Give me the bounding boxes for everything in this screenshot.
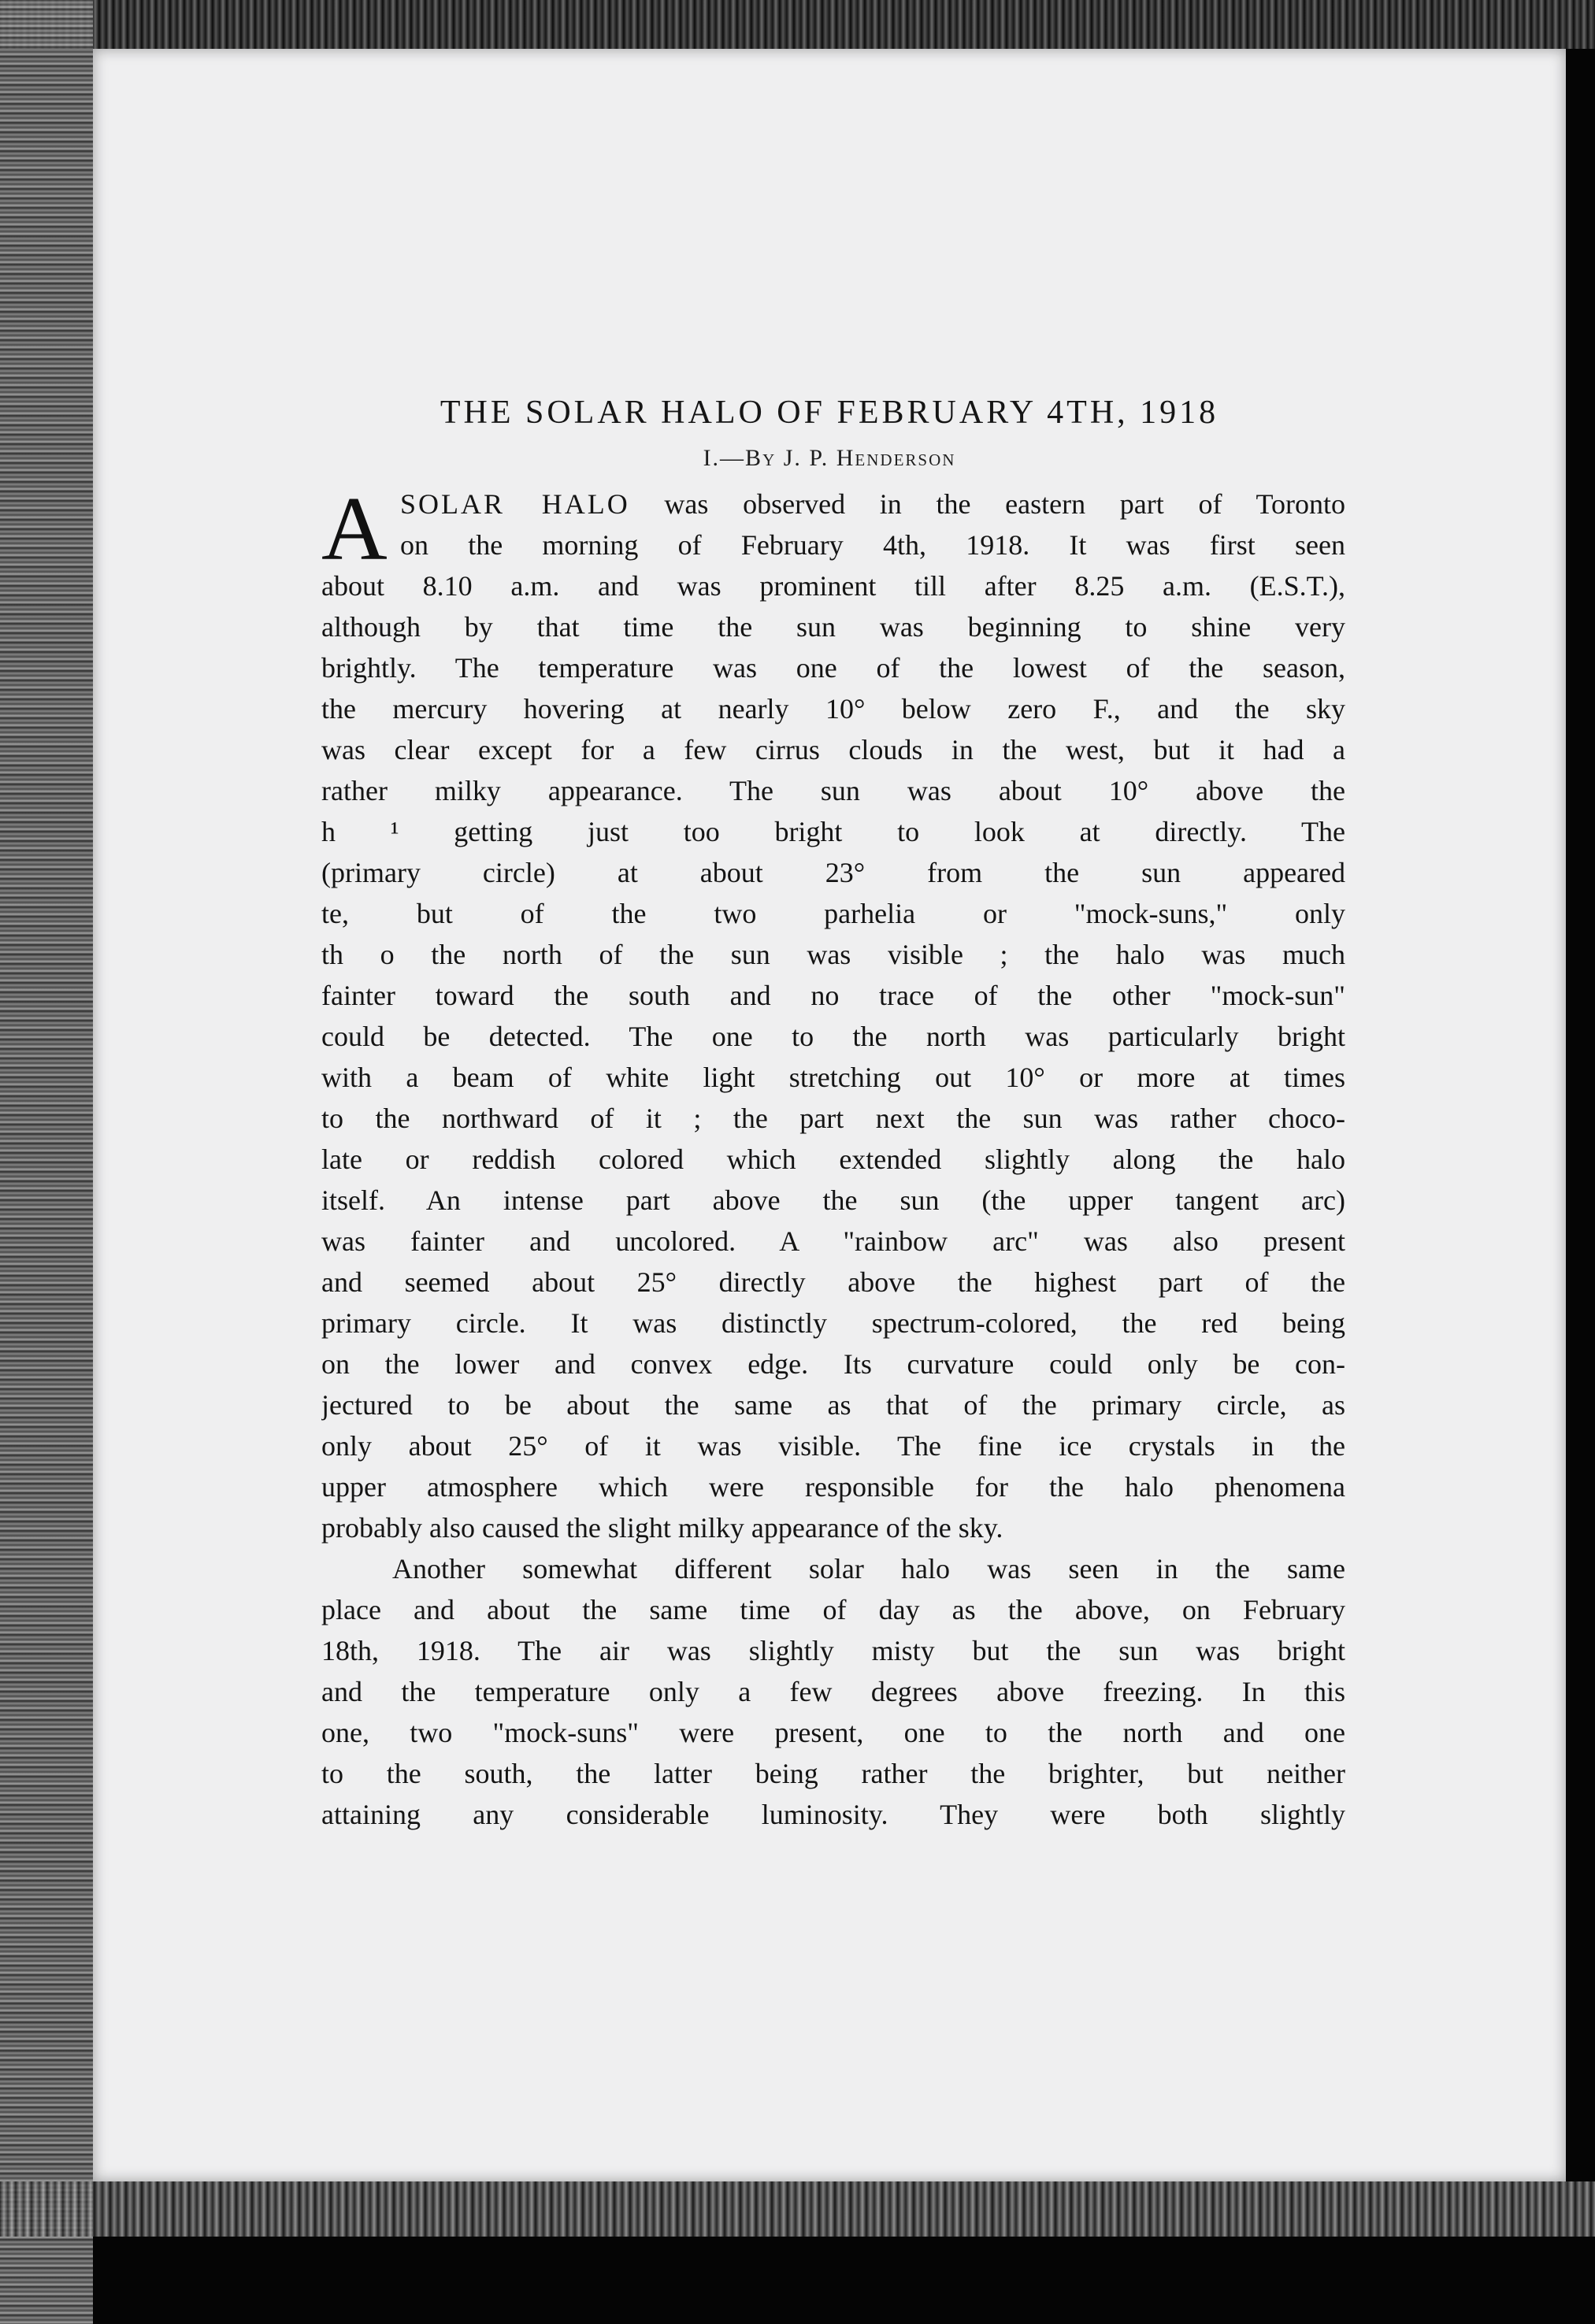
paragraph-2-line: place and about the same time of day as the above, on February xyxy=(321,1594,1345,1625)
paragraph-1-line: jectured to be about the same as that of the primary circle, as xyxy=(321,1389,1345,1421)
paragraph-1-line: itself. An intense part above the sun (the upper tangent arc) xyxy=(321,1184,1345,1216)
paragraph-1-line: although by that time the sun was beginning to shine very xyxy=(321,611,1345,643)
paragraph-1-line: late or reddish colored which extended slightly along the halo xyxy=(321,1143,1345,1175)
paragraph-1-line: the mercury hovering at nearly 10° below zero F., and the sky xyxy=(321,693,1345,725)
paragraph-1-line: th o the north of the sun was visible ; the halo was much xyxy=(321,939,1345,970)
paragraph-1-line: about 8.10 a.m. and was prominent till after 8.25 a.m. (E.S.T.), xyxy=(321,570,1345,602)
paragraph-1-line xyxy=(321,484,1345,524)
paragraph-1-line: fainter toward the south and no trace of the other "mock-sun" xyxy=(321,980,1345,1011)
paragraph-1-line: was clear except for a few cirrus clouds in the west, but it had a xyxy=(321,734,1345,765)
paragraph-1-line: (primary circle) at about 23° from the sun appeared xyxy=(321,857,1345,888)
article-body xyxy=(321,479,1345,1835)
article-title: THE SOLAR HALO OF FEBRUARY 4TH, 1918 xyxy=(440,395,1219,431)
scan-top-border xyxy=(0,0,1595,49)
paragraph-2-line: and the temperature only a few degrees above freezing. In this xyxy=(321,1676,1345,1707)
paragraph-1-line: upper atmosphere which were responsible for the halo phenomena xyxy=(321,1471,1345,1503)
paragraph-2-line: attaining any considerable luminosity. They were both slightly xyxy=(321,1799,1345,1830)
paragraph-1-line: with a beam of white light stretching out 10° or more at times xyxy=(321,1062,1345,1093)
lead-caps: SOLAR HALO xyxy=(400,488,630,520)
drop-cap: A xyxy=(321,479,388,580)
paragraph-1-line: rather milky appearance. The sun was about 10° above the xyxy=(321,775,1345,806)
paragraph-1-line: probably also caused the slight milky appearance of the sky. xyxy=(321,1512,1003,1544)
paragraph-1-line: te, but of the two parhelia or "mock-suns," only xyxy=(321,898,1345,929)
document-page xyxy=(93,49,1566,2181)
paragraph-1-line: was fainter and uncolored. A "rainbow arc" was also present xyxy=(321,1225,1345,1257)
scan-bottom-border xyxy=(0,2181,1595,2237)
paragraph-2-line: to the south, the latter being rather the brighter, but neither xyxy=(321,1758,1345,1789)
paragraph-1-line: on the lower and convex edge. Its curvature could only be con- xyxy=(321,1348,1345,1380)
paragraph-1-line: and seemed about 25° directly above the highest part of the xyxy=(321,1266,1345,1298)
scan-left-border xyxy=(0,0,93,2324)
paragraph-1-line: brightly. The temperature was one of the lowest of the season, xyxy=(321,652,1345,684)
paragraph-1-line: on the morning of February 4th, 1918. It was first seen xyxy=(400,529,1345,561)
article-byline: I.—By J. P. Henderson xyxy=(703,445,956,471)
paragraph-1-line: only about 25° of it was visible. The fine ice crystals in the xyxy=(321,1430,1345,1462)
paragraph-1-line: primary circle. It was distinctly spectrum-colored, the red being xyxy=(321,1307,1345,1339)
paragraph-1-line: h ¹ getting just too bright to look at directly. The xyxy=(321,816,1345,847)
line-1-rest: was observed in the eastern part of Toronto xyxy=(629,488,1345,520)
paragraph-1-line: to the northward of it ; the part next the sun was rather choco- xyxy=(321,1103,1345,1134)
paragraph-1-line: could be detected. The one to the north was particularly bright xyxy=(321,1021,1345,1052)
paragraph-2-line: one, two "mock-suns" were present, one to the north and one xyxy=(321,1717,1345,1748)
paragraph-2-line: 18th, 1918. The air was slightly misty but the sun was bright xyxy=(321,1635,1345,1666)
paragraph-2-line: Another somewhat different solar halo was seen in the same xyxy=(392,1553,1345,1585)
